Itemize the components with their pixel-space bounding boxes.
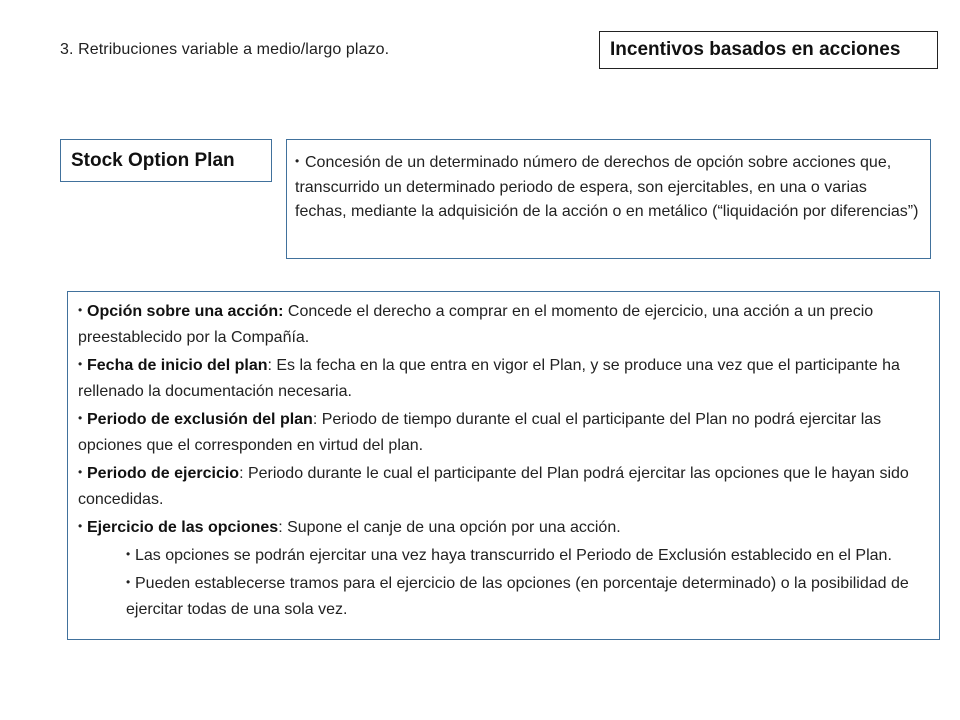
sub-item-text: Las opciones se podrán ejercitar una vez haya transcurrido el Periodo de Exclusión establecido en el Plan. bbox=[135, 547, 892, 564]
terms-box bbox=[67, 291, 940, 640]
bullet-icon: • bbox=[295, 154, 300, 168]
section-subtitle: 3. Retribuciones variable a medio/largo plazo. bbox=[60, 41, 390, 58]
definition-box bbox=[286, 139, 931, 259]
term-text: : Periodo durante le cual el participante del Plan podrá ejercitar las opciones que le hayan sido concedidas. bbox=[78, 465, 909, 508]
term-item-exercise-of-options bbox=[78, 513, 929, 541]
sub-item-text: Pueden establecerse tramos para el ejercicio de las opciones (en porcentaje determinado) o la posibilidad de ejercitar todas de una sola vez. bbox=[126, 575, 909, 618]
term-text: : Periodo de tiempo durante el cual el participante del Plan no podrá ejercitar las opciones que el corresponden en virtud del plan. bbox=[78, 411, 882, 454]
term-item-exercise-period bbox=[78, 459, 929, 513]
plan-label: Stock Option Plan bbox=[71, 149, 235, 171]
term-label: Fecha de inicio del plan bbox=[87, 357, 268, 374]
page-title-box bbox=[599, 31, 938, 69]
bullet-icon: • bbox=[78, 357, 83, 371]
term-label: Ejercicio de las opciones bbox=[87, 519, 279, 536]
term-label: Periodo de ejercicio bbox=[87, 465, 240, 482]
term-text: Concede el derecho a comprar en el momento de ejercicio, una acción a un precio preestablecido por la Compañía. bbox=[78, 303, 874, 346]
term-item-start-date bbox=[78, 351, 929, 405]
bullet-icon: • bbox=[78, 303, 83, 317]
bullet-icon: • bbox=[78, 519, 83, 533]
plan-label-box bbox=[60, 139, 272, 182]
bullet-icon: • bbox=[126, 547, 131, 561]
bullet-icon: • bbox=[126, 575, 131, 589]
term-text: : Supone el canje de una opción por una acción. bbox=[278, 519, 621, 536]
term-label: Periodo de exclusión del plan bbox=[87, 411, 313, 428]
bullet-icon: • bbox=[78, 465, 83, 479]
term-item-option bbox=[78, 297, 929, 351]
term-item-exclusion-period bbox=[78, 405, 929, 459]
page-title: Incentivos basados en acciones bbox=[610, 39, 901, 60]
bullet-icon: • bbox=[78, 411, 83, 425]
sub-item-exclusion bbox=[78, 541, 929, 569]
term-text: : Es la fecha en la que entra en vigor el Plan, y se produce una vez que el participante ha rellenado la documentación necesaria. bbox=[78, 357, 900, 400]
term-label: Opción sobre una acción: bbox=[87, 303, 284, 320]
sub-item-tranches bbox=[78, 569, 929, 623]
definition-text: Concesión de un determinado número de derechos de opción sobre acciones que, transcurrido un determinado periodo de espera, son ejercitables, en una o varias fechas, mediante la adquisición de la acción o en metálico (“liquidación por diferencias”) bbox=[295, 154, 919, 220]
